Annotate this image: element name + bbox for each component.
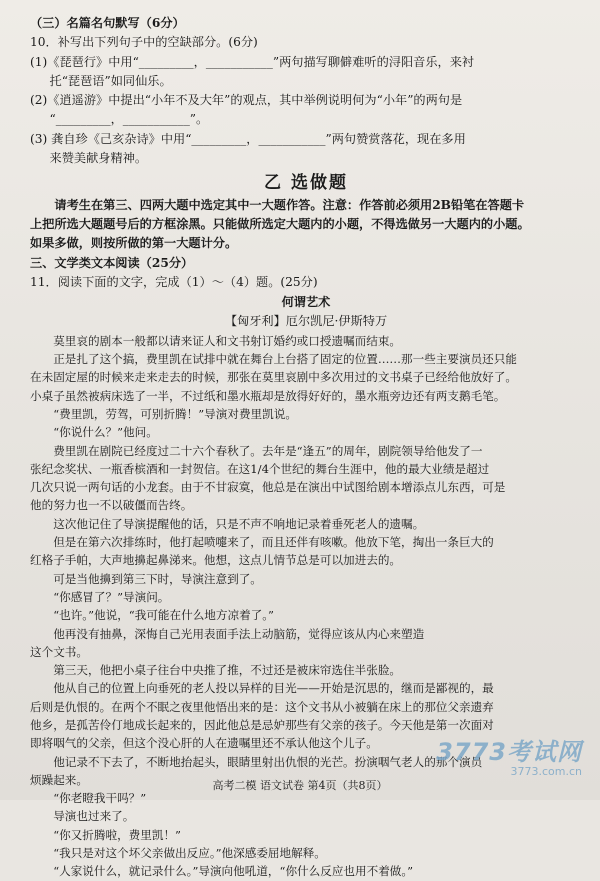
question-10-3-line2: 来赞美献身精神。: [49, 151, 148, 166]
story-paragraph-cont: 烦躁起来。: [30, 772, 88, 787]
story-title: 何谓艺术: [281, 295, 331, 310]
story-paragraph: “人家说什么，就记录什么。”导演向他吼道，“你什么反应也用不着做。”: [53, 864, 414, 879]
question-11: 11．阅读下面的文字，完成（1）～（4）题。(25分): [30, 274, 318, 289]
story-paragraph: 莫里哀的剧本一般都以请来证人和文书射订婚约或口授遗嘱而结束。: [53, 333, 402, 348]
story-paragraph-cont: 在未固定屋的时候来走来走去的时候，那张在莫里哀剧中多次用过的文书桌子已经给他放好了。: [30, 370, 517, 385]
story-paragraph: “你又折腾啦，费里凯！”: [53, 827, 181, 842]
story-paragraph: “你感冒了？”导演问。: [53, 589, 170, 604]
story-paragraph-cont: 后则是仇恨的。在两个不眠之夜里他悟出来的是：这个文书从小被躺在床上的那位父亲遗弃: [30, 699, 494, 714]
story-paragraph: “你说什么？”他问。: [53, 425, 158, 440]
story-paragraph: “也许。”他说，“我可能在什么地方凉着了。”: [53, 608, 274, 623]
question-10: 10．补写出下列句子中的空缺部分。(6分): [30, 35, 258, 50]
watermark-url: 3773.com.cn: [510, 765, 582, 778]
story-paragraph: “我只是对这个坏父亲做出反应。”他深感委屈地解释。: [53, 846, 326, 861]
instruction-line-1: 请考生在第三、四两大题中选定其中一大题作答。注意：作答前必须用2B铅笔在答题卡: [54, 197, 525, 212]
story-paragraph-cont: 红格子手帕，大声地擤起鼻涕来。他想，这点儿情节总是可以加进去的。: [30, 553, 402, 568]
story-paragraph: 这次他记住了导演提醒他的话，只是不声不响地记录着垂死老人的遗嘱。: [53, 516, 425, 531]
story-author: 【匈牙利】厄尔凯尼·伊斯特万: [224, 314, 388, 329]
story-paragraph-cont: 张纪念奖状、一瓶香槟酒和一封贺信。在这1/4个世纪的舞台生涯中，他的最大业绩是超过: [30, 461, 490, 476]
story-paragraph: “你老瞪我干吗？”: [53, 791, 147, 806]
page-footer: 高考二模 语文试卷 第4页（共8页）: [212, 779, 388, 792]
story-paragraph: 他再没有抽鼻，深悔自己光用表面手法上动脑筋，觉得应该从内心来塑造: [53, 626, 425, 641]
question-10-1-line2: 托“琵琶语”如同仙乐。: [49, 73, 172, 88]
story-paragraph: 费里凯在剧院已经度过二十六个春秋了。去年是“逢五”的周年，剧院领导给他发了一: [53, 443, 483, 458]
story-paragraph: 可是当他擤到第三下时，导演注意到了。: [53, 571, 262, 586]
story-paragraph: 他记录不下去了，不断地抬起头，眼睛里射出仇恨的光芒。扮演咽气老人的那个演员: [53, 754, 483, 769]
story-paragraph-cont: 小桌子虽然被病床选了一半，不过纸和墨水瓶却是放得好好的，墨水瓶旁边还有两支鹅毛笔。: [30, 388, 506, 403]
watermark-logo: 3773考试网: [436, 738, 582, 766]
story-paragraph-cont: 这个文书。: [30, 644, 88, 659]
question-10-3-line1: (3) 龚自珍《己亥杂诗》中用“_________，___________”两句赞赏落花，现在多用: [30, 131, 466, 146]
story-paragraph-cont: 几次只说一两句话的小龙套。由于不甘寂寞，他总是在演出中试图给剧本增添点儿东西，可是: [30, 480, 506, 495]
story-paragraph: 他从自己的位置上向垂死的老人投以异样的目光——开始是沉思的，继而是鄙视的，最: [53, 681, 494, 696]
story-paragraph-cont: 即将咽气的父亲，但这个没心肝的人在遗嘱里还不承认他这个儿子。: [30, 736, 378, 751]
story-paragraph: 正是扎了这个搞，费里凯在试排中就在舞台上台搭了固定的位置……那一些主要演员还只能: [53, 352, 517, 367]
subsection-heading: 三、文学类文本阅读（25分）: [30, 255, 194, 270]
question-10-2-line1: (2)《逍遥游》中提出“小年不及大年”的观点，其中举例说明何为“小年”的两句是: [30, 93, 463, 108]
story-paragraph: 第三天，他把小桌子往台中央推了推，不过还是被床帘选住半张脸。: [53, 663, 402, 678]
section-heading: （三）名篇名句默写（6分）: [30, 16, 185, 30]
story-paragraph: 但是在第六次排练时，他打起喷嚏来了，而且还伴有咳嗽。他放下笔，掏出一条巨大的: [53, 535, 494, 550]
story-body: [30, 332, 582, 881]
instruction-line-2: 上把所选大题题号后的方框涂黑。只能做所选定大题内的小题，不得选做另一大题内的小题。: [30, 216, 530, 231]
optional-section-title: 乙 选做题: [264, 173, 348, 194]
story-paragraph-cont: 他的努力也一不以破僵而告终。: [30, 498, 193, 513]
question-10-1-line1: (1)《琵琶行》中用“_________，___________”两句描写聊僻难听的浔阳音乐，来衬: [30, 54, 475, 69]
story-paragraph: “费里凯，劳驾，可别折腾！”导演对费里凯说。: [53, 406, 297, 421]
story-paragraph: 导演也过来了。: [53, 809, 135, 824]
question-10-2-line2: “_________，___________”。: [49, 112, 209, 127]
instruction-line-3: 如果多做，则按所做的第一大题计分。: [30, 236, 238, 251]
story-paragraph-cont: 他乡，是孤苦伶仃地成长起来的，因此他总是忌妒那些有父亲的孩子。今天他是第一次面对: [30, 717, 494, 732]
site-watermark: [436, 732, 582, 778]
